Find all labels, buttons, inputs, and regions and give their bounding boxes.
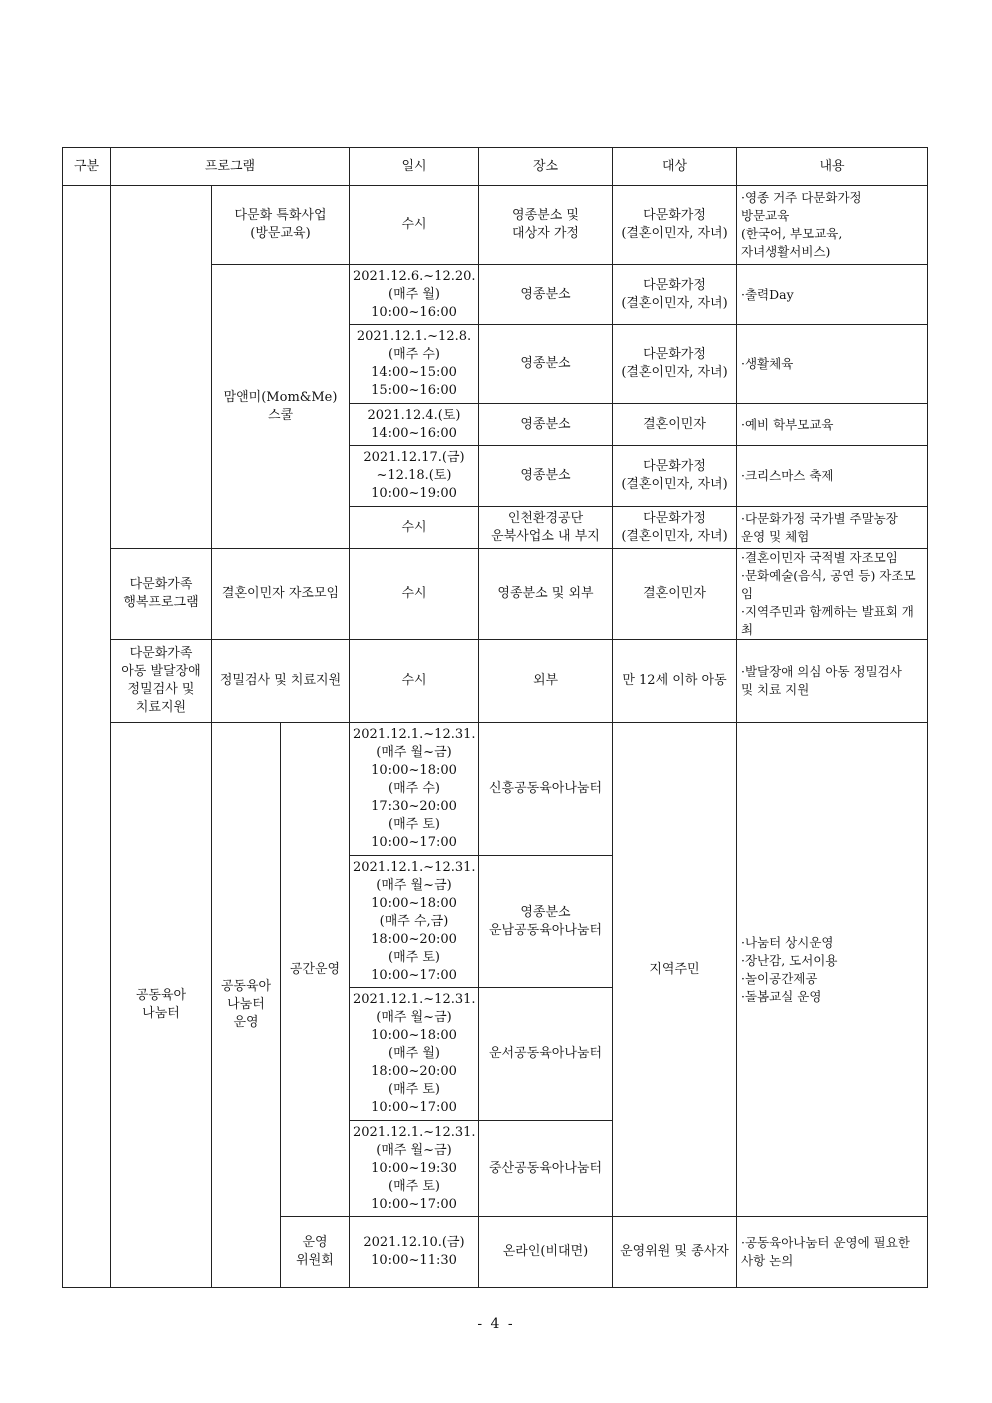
place-cell: 외부	[479, 640, 613, 723]
datetime-cell: 2021.12.6.~12.20. (매주 월) 10:00~16:00	[350, 265, 479, 325]
target-cell: 만 12세 이하 아동	[613, 640, 737, 723]
content-cell: ·영종 거주 다문화가정 방문교육 (한국어, 부모교육, 자녀생활서비스)	[737, 186, 928, 265]
header-content: 내용	[737, 148, 928, 186]
place-cell: 영종분소	[479, 325, 613, 404]
content-cell: ·발달장애 의심 아동 정밀검사 및 치료 지원	[737, 640, 928, 723]
content-cell: ·예비 학부모교육	[737, 404, 928, 446]
category-cell: 다문화가족 행복프로그램	[111, 549, 212, 640]
table-row	[63, 549, 928, 640]
table-row	[63, 640, 928, 723]
header-place: 장소	[479, 148, 613, 186]
place-cell: 운서공동육아나눔터	[479, 988, 613, 1121]
datetime-cell: 2021.12.1.~12.8. (매주 수) 14:00~15:00 15:00~16:00	[350, 325, 479, 404]
content-cell: ·공동육아나눔터 운영에 필요한 사항 논의	[737, 1217, 928, 1288]
program-cell: 정밀검사 및 치료지원	[212, 640, 350, 723]
datetime-cell: 2021.12.10.(금) 10:00~11:30	[350, 1217, 479, 1288]
target-cell: 결혼이민자	[613, 404, 737, 446]
category-blank-cell	[111, 186, 212, 549]
datetime-cell: 2021.12.1.~12.31. (매주 월~금) 10:00~18:00 (매주 수,금) 18:00~20:00 (매주 토) 10:00~17:00	[350, 856, 479, 988]
place-cell: 영종분소	[479, 446, 613, 507]
table-row	[63, 186, 928, 265]
program-cell: 다문화 특화사업 (방문교육)	[212, 186, 350, 265]
committee-cell: 운영 위원회	[281, 1217, 350, 1288]
datetime-cell: 수시	[350, 186, 479, 265]
header-datetime: 일시	[350, 148, 479, 186]
program-cell: 결혼이민자 자조모임	[212, 549, 350, 640]
place-cell: 온라인(비대면)	[479, 1217, 613, 1288]
place-cell: 영종분소 및 대상자 가정	[479, 186, 613, 265]
table-row	[63, 723, 928, 856]
category-cell: 공동육아 나눔터	[111, 723, 212, 1288]
target-cell: 다문화가정 (결혼이민자, 자녀)	[613, 265, 737, 325]
target-cell: 다문화가정 (결혼이민자, 자녀)	[613, 446, 737, 507]
place-cell: 인천환경공단 운북사업소 내 부지	[479, 507, 613, 549]
header-gubun: 구분	[63, 148, 111, 186]
target-cell: 다문화가정 (결혼이민자, 자녀)	[613, 507, 737, 549]
datetime-cell: 2021.12.1.~12.31. (매주 월~금) 10:00~18:00 (매주 월) 18:00~20:00 (매주 토) 10:00~17:00	[350, 988, 479, 1121]
category-cell: 다문화가족 아동 발달장애 정밀검사 및 치료지원	[111, 640, 212, 723]
header-target: 대상	[613, 148, 737, 186]
schedule-table	[62, 147, 928, 1288]
target-cell: 다문화가정 (결혼이민자, 자녀)	[613, 186, 737, 265]
gubun-cell	[63, 186, 111, 1288]
page-number: - 4 -	[477, 1316, 515, 1332]
datetime-cell: 수시	[350, 549, 479, 640]
datetime-cell: 수시	[350, 507, 479, 549]
datetime-cell: 2021.12.4.(토) 14:00~16:00	[350, 404, 479, 446]
datetime-cell: 2021.12.17.(금) ~12.18.(토) 10:00~19:00	[350, 446, 479, 507]
space-operation-cell: 공간운영	[281, 723, 350, 1217]
datetime-cell: 2021.12.1.~12.31. (매주 월~금) 10:00~18:00 (매주 수) 17:30~20:00 (매주 토) 10:00~17:00	[350, 723, 479, 856]
content-cell: ·다문화가정 국가별 주말농장 운영 및 체험	[737, 507, 928, 549]
target-cell: 운영위원 및 종사자	[613, 1217, 737, 1288]
datetime-cell: 2021.12.1.~12.31. (매주 월~금) 10:00~19:30 (매주 토) 10:00~17:00	[350, 1121, 479, 1217]
place-cell: 영종분소 운남공동육아나눔터	[479, 856, 613, 988]
place-cell: 영종분소	[479, 404, 613, 446]
datetime-cell: 수시	[350, 640, 479, 723]
place-cell: 영종분소 및 외부	[479, 549, 613, 640]
header-row	[63, 148, 928, 186]
target-cell: 결혼이민자	[613, 549, 737, 640]
place-cell: 중산공동육아나눔터	[479, 1121, 613, 1217]
content-cell: ·결혼이민자 국적별 자조모임 ·문화예술(음식, 공연 등) 자조모임 ·지역주민과 함께하는 발표회 개최	[737, 549, 928, 640]
subprogram-cell: 공동육아 나눔터 운영	[212, 723, 281, 1288]
content-cell: ·나눔터 상시운영 ·장난감, 도서이용 ·놀이공간제공 ·돌봄교실 운영	[737, 723, 928, 1217]
target-cell: 지역주민	[613, 723, 737, 1217]
content-cell: ·출력Day	[737, 265, 928, 325]
place-cell: 신흥공동육아나눔터	[479, 723, 613, 856]
place-cell: 영종분소	[479, 265, 613, 325]
content-cell: ·크리스마스 축제	[737, 446, 928, 507]
target-cell: 다문화가정 (결혼이민자, 자녀)	[613, 325, 737, 404]
header-program: 프로그램	[111, 148, 350, 186]
program-cell: 맘앤미(Mom&Me) 스쿨	[212, 265, 350, 549]
content-cell: ·생활체육	[737, 325, 928, 404]
